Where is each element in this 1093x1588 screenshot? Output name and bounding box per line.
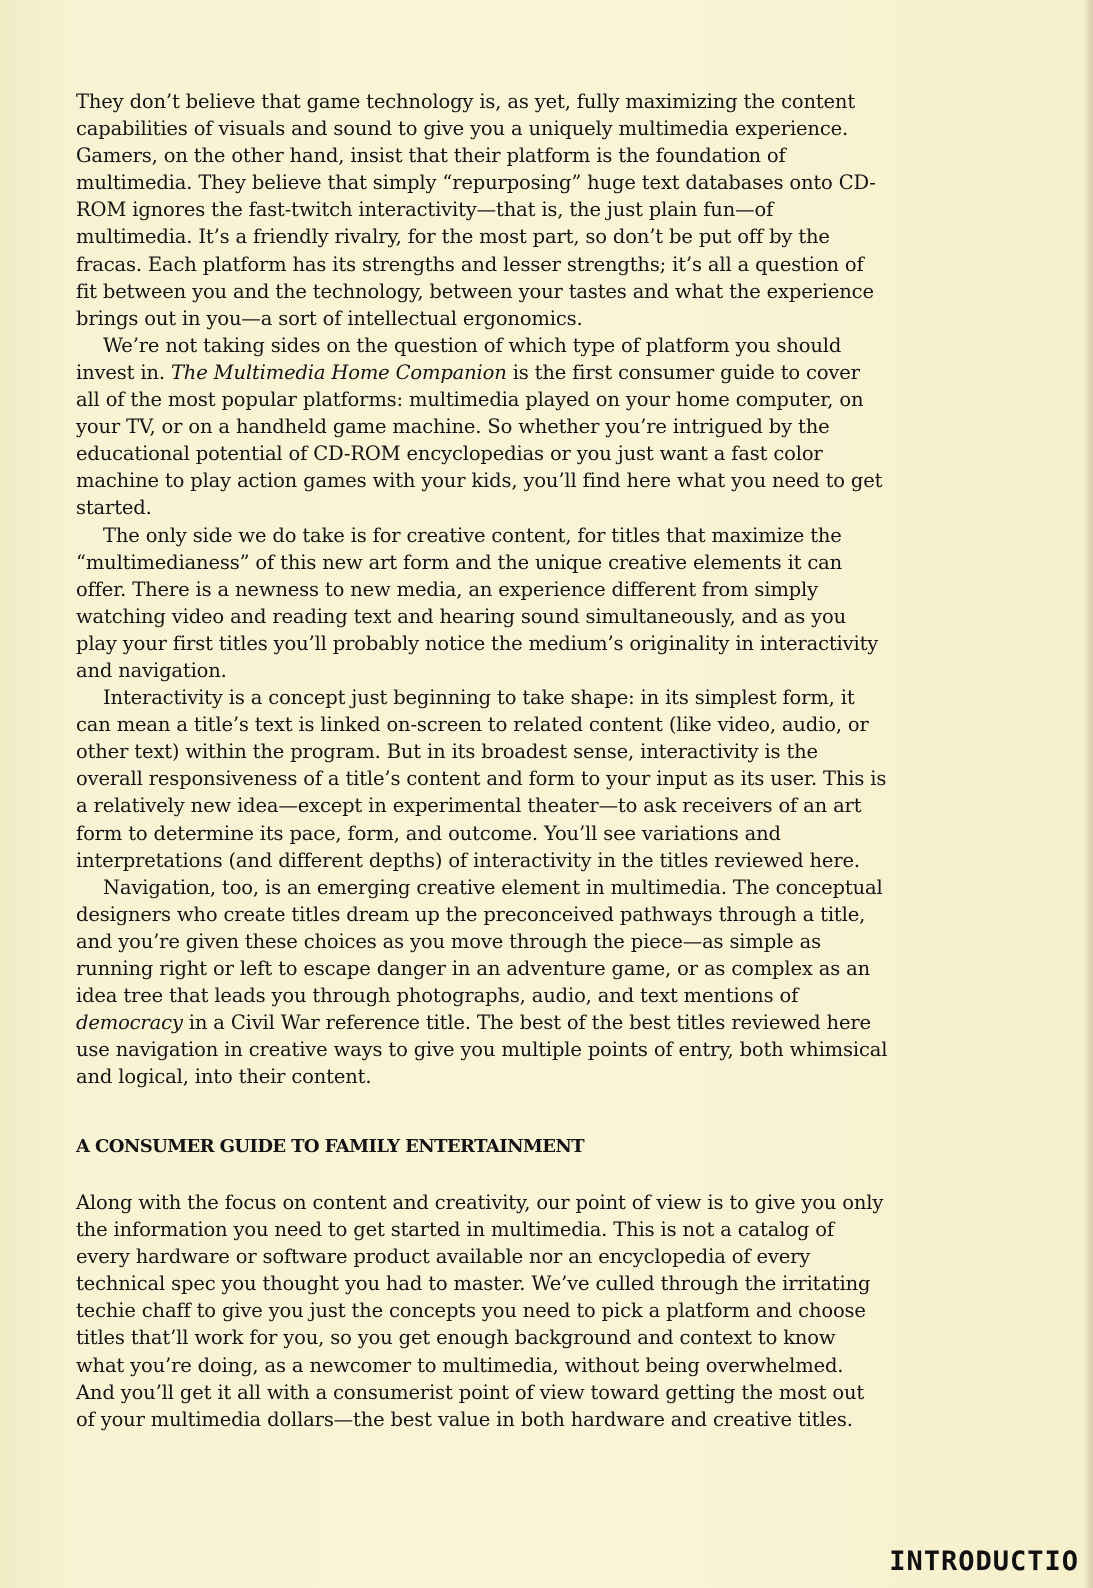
paragraph-2-after: is the first consumer guide to cover all of the most popular platforms: multimedia played on your home computer, on your TV, or on a handheld game machine. So whether you’re intrigued by the educational potential of CD-ROM encyclopedias or you just want a fast color machine to play action games with your kids, you’ll find here what you need to get started. [76,360,883,520]
paragraph-4: Interactivity is a concept just beginning to take shape: in its simplest form, it can mean a title’s text is linked on-screen to related content (like video, audio, or other text) within the program. But in its broadest sense, interactivity is the overall responsiveness of a title’s content and form to your input as its user. This is a relatively new idea—except in experimental theater—to ask receivers of an art form to determine its pace, form, and outcome. You’ll see variations and interpretations (and different depths) of interactivity in the titles reviewed here. [76,686,887,872]
body-text [76,88,888,1090]
book-title-italic: The Multimedia Home Companion [170,360,507,384]
democracy-italic: democracy [76,1011,183,1035]
paragraph-2-before: We’re not taking sides on the question of which type of platform you should invest in. [76,333,842,384]
paragraph-2 [76,332,888,522]
section-paragraph: Along with the focus on content and creativity, our point of view is to give you only the information you need to get started in multimedia. This is not a catalog of every hardware or software product available nor an encyclopedia of every technical spec you thought you had to master. We’ve culled through the irritating techie chaff to give you just the concepts you need to pick a platform and choose titles that’ll work for you, so you get enough background and context to know what you’re doing, as a newcomer to multimedia, without being overwhelmed. And you’ll get it all with a consumerist point of view toward getting the most out of your multimedia dollars—the best value in both hardware and creative titles. [76,1191,884,1431]
paragraph-3: The only side we do take is for creative content, for titles that maximize the “multimedianess” of this new art form and the unique creative elements it can offer. There is a newness to new media, an experience different from simply watching video and reading text and hearing sound simultaneously, and as you play your first titles you’ll probably notice the medium’s originality in interactivity and navigation. [76,523,879,682]
running-head: INTRODUCTIO [889,1546,1079,1577]
paragraph-1: They don’t believe that game technology is, as yet, fully maximizing the content capabilities of visuals and sound to give you a uniquely multimedia experience. Gamers, on the other hand, insist that their platform is the foundation of multimedia. They believe that simply “repurposing” huge text databases onto CD-ROM ignores the fast-twitch interactivity—that is, the just plain fun—of multimedia. It’s a friendly rivalry, for the most part, so don’t be put off by the fracas. Each platform has its strengths and lesser strengths; it’s all a question of fit between you and the technology, between your tastes and what the experience brings out in you—a sort of intellectual ergonomics. [76,90,876,330]
section-heading: A CONSUMER GUIDE TO FAMILY ENTERTAINMENT [76,1136,585,1157]
paragraph-5-before: Navigation, too, is an emerging creative element in multimedia. The conceptual designers who create titles dream up the preconceived pathways through a title, and you’re given these choices as you move through the piece—as simple as running right or left to escape danger in an adventure game, or as complex as an idea tree that leads you through photographs, audio, and text mentions of [76,875,883,1008]
paragraph-5-after: in a Civil War reference title. The best of the best titles reviewed here use navigation in creative ways to give you multiple points of entry, both whimsical and logical, into their content. [76,1011,888,1089]
paragraph-5 [76,874,888,1091]
page-edge-shadow [1083,0,1093,1588]
